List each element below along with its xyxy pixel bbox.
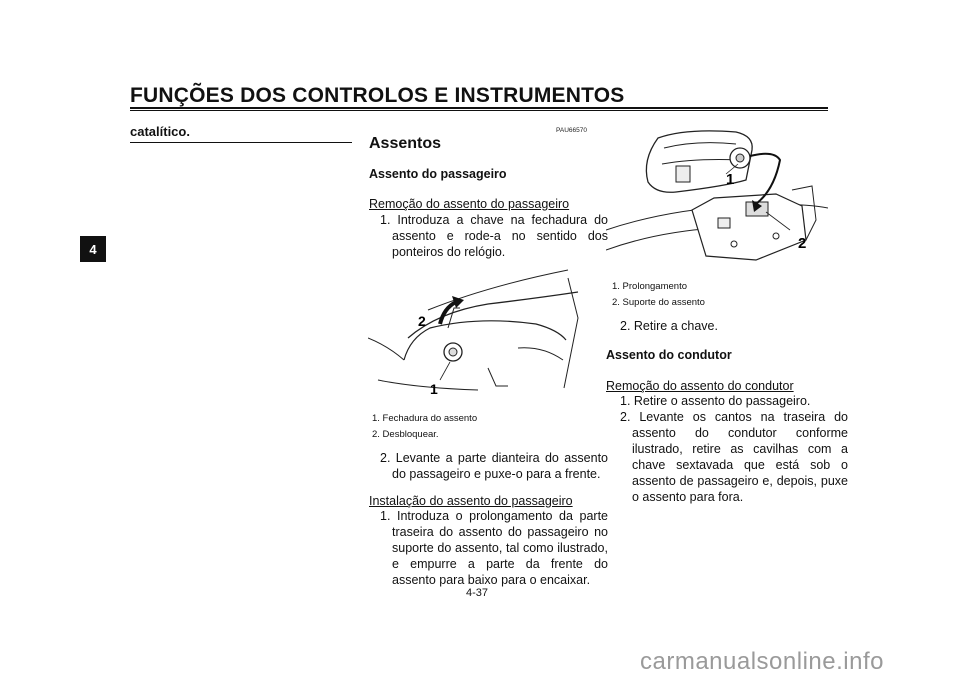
figure1-caption-2: 2. Desbloquear. <box>372 429 439 440</box>
rider-removal-heading: Remoção do assento do condutor <box>606 379 794 393</box>
figure2-callout-1: 1 <box>726 171 735 188</box>
figure1-callout-1: 1 <box>430 381 438 397</box>
watermark: carmanualsonline.info <box>640 648 884 675</box>
figure2-caption-2: 2. Suporte do assento <box>612 297 705 308</box>
install-step-2: 2. Retire a chave. <box>620 319 718 333</box>
section-title: Assentos <box>369 135 442 152</box>
page-number: 4-37 <box>466 587 489 599</box>
rider-step-2: 2. Levante os cantos na traseira do assento do condutor conforme ilustrado, retire as cavilhas com a chave sextavada que está sob o assento de passageiro e, depois, puxe o assento para fora. <box>620 410 848 504</box>
removal-heading: Remoção do assento do passageiro <box>369 197 570 211</box>
figure2-caption-1: 1. Prolongamento <box>612 281 687 292</box>
page-title: FUNÇÕES DOS CONTROLOS E INSTRUMENTOS <box>130 84 625 107</box>
figure2-callout-2: 2 <box>798 235 807 252</box>
figure1-caption-1: 1. Fechadura do assento <box>372 413 478 424</box>
rider-step-1: 1. Retire o assento do passageiro. <box>620 394 811 408</box>
subsection-passenger-seat: Assento do passageiro <box>369 167 507 181</box>
figure-seat-bracket <box>606 120 828 270</box>
install-heading: Instalação do assento do passageiro <box>369 494 573 508</box>
column-1-heading: catalítico. <box>130 124 190 139</box>
column-1-rule <box>130 142 352 143</box>
chapter-tab: 4 <box>80 236 106 262</box>
title-rule <box>130 107 828 109</box>
install-step-1: 1. Introduza o prolongamento da parte traseira do assento do passageiro no suporte do assento, tal como ilustrado, e empurre a parte da frente do assento para baixo para o encaixar. <box>380 509 608 587</box>
removal-step-2: 2. Levante a parte dianteira do assento do passageiro e puxe-o para a frente. <box>380 451 608 481</box>
column-1 <box>130 124 352 139</box>
subsection-rider-seat: Assento do condutor <box>606 348 732 362</box>
removal-step-1: 1. Introduza a chave na fechadura do assento e rode-a no sentido dos ponteiros do relógio. <box>380 213 608 259</box>
figure1-callout-2: 2 <box>418 313 426 329</box>
figure-seat-lock <box>368 268 590 404</box>
document-code: PAU66570 <box>556 127 587 134</box>
title-rule-thin <box>130 110 828 111</box>
